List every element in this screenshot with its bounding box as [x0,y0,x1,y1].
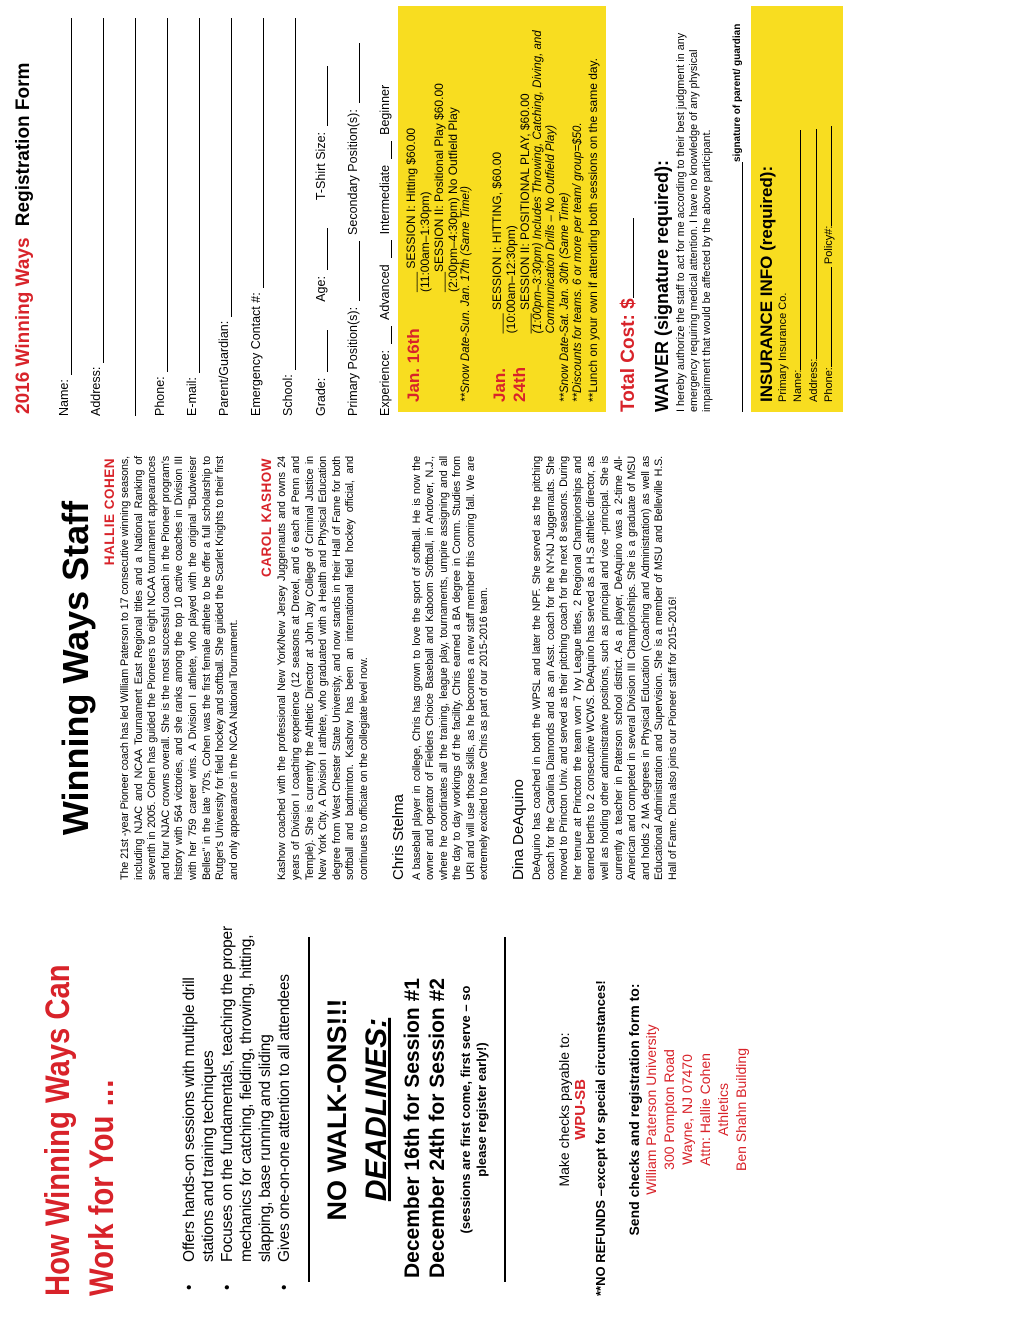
exp-beginner: Beginner [378,84,392,135]
parent-guardian-field[interactable] [200,6,232,416]
jan16-snow-date: **Snow Date-Sun. Jan. 17th (Same Time!) [460,186,472,402]
form-title [12,6,36,414]
address-field[interactable] [72,6,104,416]
intermediate-checkbox[interactable] [381,240,392,258]
field-label: Name: [792,369,804,402]
field-label: Address: [89,366,103,416]
staff-bio-hallie: The 21st -year Pioneer coach has led William Paterson to 17 consecutive winning seasons, including NJAC and NCAA Tournament East Regional titles and a National Ranking of seventh in 2005. Cohen has guided the Pioneers to eight NCAA tournament appearances and four NJAC crowns overall. She is the most successful coach in the Pioneer program's history with 564 victories, and she ranks among the top 10 active coaches in Division III with her 759 career wins. A Division I athlete, who played with the original "Budweiser Belles" in the late '70's, Cohen was the first female athlete to be offer a full scholarship to Rutger's University for field hockey and softball. She guided the Scarlet Knights to their first and only appearance in the NCAA National Tournament. [119,456,240,880]
staff-heading-chris: Chris Stelma [389,794,407,880]
staff-bio-chris: A baseball player in college, Chris has grown to love the sport of softball. He is now the owner and operator of Fielders Choice Baseball and Kaboom Softball, in Andover, N.J., where he coordinates all the training, league play, tournaments, umpire assigning and all the day to day workings of the facility. Chris earned a BA degree in Comm. Studies from URI and will use those skills, as he becomes a new staff member this coming fall. We are extremely excited to have Chris as part of our 2015-2016 team. [410,456,491,880]
field-label: Phone: [823,367,835,402]
jan16-session1-time: (11:00am–1:30pm) [418,191,432,292]
feature-list [180,923,294,1296]
form-year: 2016 [13,371,34,414]
form-title-text: Registration Form [13,62,34,227]
jan16-date: Jan. 16th [404,328,423,402]
exp-advanced: Advanced [378,264,392,320]
refund-note: **NO REFUNDS –except for special circumstances! [593,980,608,1296]
age-input[interactable] [317,228,328,270]
jan24-sessions [490,12,559,333]
checks-payable-label: Make checks payable to: [556,1032,572,1187]
divider [504,937,506,1282]
grade-age-tshirt-row [296,6,328,416]
deadlines-heading: DEADLINES: [360,1017,393,1202]
jan24-block [490,12,559,402]
beginner-checkbox[interactable] [381,141,392,159]
payee: WPU-SB [572,1079,589,1140]
jan16-session2-time: (2:00pm–4:30pm) No Outfield Play [446,107,460,292]
experience-row [360,6,392,416]
waiver-title: WAIVER (signature required): [651,159,672,412]
tshirt-input[interactable] [317,66,328,126]
form-program: Winning Ways [13,237,34,367]
insurance-address-row[interactable] [806,16,822,402]
phone-field[interactable] [136,6,168,416]
address-line: Ben Shahn Building [733,1048,749,1171]
jan24-session2[interactable]: ___ SESSION II: POSITIONAL PLAY, $60.00 [517,93,532,334]
primary-position-label: Primary Position(s): [346,306,360,416]
field-label: Policy#: [823,225,835,265]
team-discount: **Discounts for teams. 6 or more per team/ group=$50. [572,122,584,402]
jan24-date: Jan. 24th [489,367,529,402]
field-label: Name: [57,379,71,416]
deadline-1: December 16th for Session #1 [401,978,424,1278]
address-field-line2[interactable] [104,6,136,416]
staff-heading-hallie: HALLIE COHEN [102,458,117,566]
primary-position-input[interactable] [349,241,360,301]
insurance-title: INSURANCE INFO (required): [756,165,776,402]
jan16-session1[interactable]: ___ SESSION I: Hitting $60.00 [404,127,418,292]
staff-heading-dina: Dina DeAquino [510,779,528,880]
total-cost-input[interactable] [623,218,634,298]
divider [308,937,310,1282]
feature-item: • Offers hands-on sessions with multiple drill stations and training techniques [180,923,218,1296]
jan16-session2[interactable]: ___SESSION II: Positional Play $60.00 [432,83,446,292]
send-to-label: Send checks and registration form to: [626,983,642,1236]
address-line: Wayne, NJ 07470 [679,1054,695,1165]
field-label: School: [281,374,295,416]
emergency-contact-field[interactable] [232,6,264,416]
insurance-company: Primary Insurance Co. [776,292,789,402]
email-field[interactable] [168,6,200,416]
address-line: William Paterson University [643,1024,659,1195]
jan24-session1-time: (10:00am–12:30pm) [503,225,518,334]
lunch-note: **Lunch on your own if attending both sessions on the same day. [585,58,600,402]
jan24-snow-date: **Snow Date-Sat. Jan. 30th (Same Time) [558,192,571,402]
staff-title: Winning Ways Staff [55,500,96,836]
staff-heading-carol: CAROL KASHOW [259,458,275,577]
address-line: Athletics [715,1083,731,1136]
jan16-block [404,12,460,402]
jan24-session1[interactable]: ___ SESSION I: HITTING, $60.00 [489,151,504,334]
jan16-sessions [404,83,460,292]
signature-line[interactable] [732,162,743,412]
field-label: Parent/Guardian: [217,320,231,416]
deadline-note: (sessions are first come, first serve – so please register early!) [458,985,489,1234]
experience-label: Experience: [378,349,392,416]
signature-label: signature of parent/ guardian [731,23,743,162]
grade-label: Grade: [314,377,328,416]
total-cost-label: Total Cost: $ [617,298,639,412]
field-label: Emergency Contact #: [249,292,263,416]
address-line: 300 Pompton Road [661,1049,677,1170]
field-label: E-mail: [185,377,199,416]
secondary-position-input[interactable] [349,43,360,103]
feature-item: • Focuses on the fundamentals, teaching the proper mechanics for catching, fielding, throwing, hitting, slapping, base running and sliding [218,923,275,1296]
waiver-text: I hereby authorize the staff to act for me according to their best judgment in any emergency requiring medical attention. I have no knowledge of any physical impairment that would be affected by the above participant. [674,32,713,412]
session-box [398,6,606,412]
info-panel [0,901,1024,1326]
advanced-checkbox[interactable] [381,326,392,344]
no-walk-ons: NO WALK-ONS!!! [322,998,352,1221]
feature-item: • Gives one-on-one attention to all attendees [275,923,294,1296]
secondary-position-label: Secondary Position(s): [346,109,360,235]
age-label: Age: [314,276,328,302]
address-line: Attn: Hallie Cohen [697,1053,713,1166]
registration-panel [0,0,1024,438]
mailing-address [642,923,750,1296]
deadline-2: December 24th for Session #2 [426,978,449,1278]
staff-panel [0,446,1024,886]
name-field[interactable] [40,6,72,416]
insurance-phone-row[interactable] [821,16,837,402]
exp-intermediate: Intermediate [378,164,392,235]
tshirt-label: T-Shirt Size: [314,131,328,201]
staff-bio-carol: Kashow coached with the professional New York/New Jersey Juggernauts and owns 24 years of Division I coaching experience (12 seasons at Drexel, and 6 each at Penn and Temple). She is currently the Athletic Director at John Jay College of Criminal Justice in New York City. A Division I athlete, who graduated with a Health and Physical Education degree from West Chester State University, and now stands in their Hall of Fame for both softball and badminton. Kashow has been an international field hockey official, and continues to officiate on the collegiate level now. [276,456,370,880]
grade-input[interactable] [317,330,328,372]
insurance-name-row[interactable] [790,16,806,402]
info-title: How Winning Ways Can Work for You … [39,964,121,1296]
staff-bio-dina: DeAquino has coached in both the WPSL and later the NPF. She served as the pitching coach for the Carolina Diamonds and as an Asst. coach for the NY-NJ Juggernauts. She moved to Princton Univ. and served as their pitching coach for the next 8 seasons. During her tenure at Princton the team won 7 Ivy League titles, 2 Regional Championships and earned berths to 2 consecutive WCWS. DeAquino has served as a H.S athletic director, as well as holding other administrative positions, such as principal and vice -principal. She is currently a teacher in Paterson school district. As a player, DeAquino was a 2-time All-American and competed in several Division III Championships. She is a graduate of MSU and holds 2 MA degrees in Physical Education (Coaching and Administration) as well as Educational Administration and Supervision. She is a member of MSU and Belleville H.S. Hall of Fame. Dina also joins our Pioneer staff for 2015-2016! [531,456,679,880]
signature-row [732,6,743,412]
positions-row [328,6,360,416]
total-cost[interactable] [618,6,640,412]
field-label: Phone: [153,376,167,416]
insurance-box [751,6,843,412]
field-label: Address: [807,358,820,402]
school-field[interactable] [264,6,296,416]
jan24-session2-detail: (1:00pm–3:30pm) Includes Throwing, Catching, Diving, and Communication Drills – No Outfield Play) [531,30,557,334]
